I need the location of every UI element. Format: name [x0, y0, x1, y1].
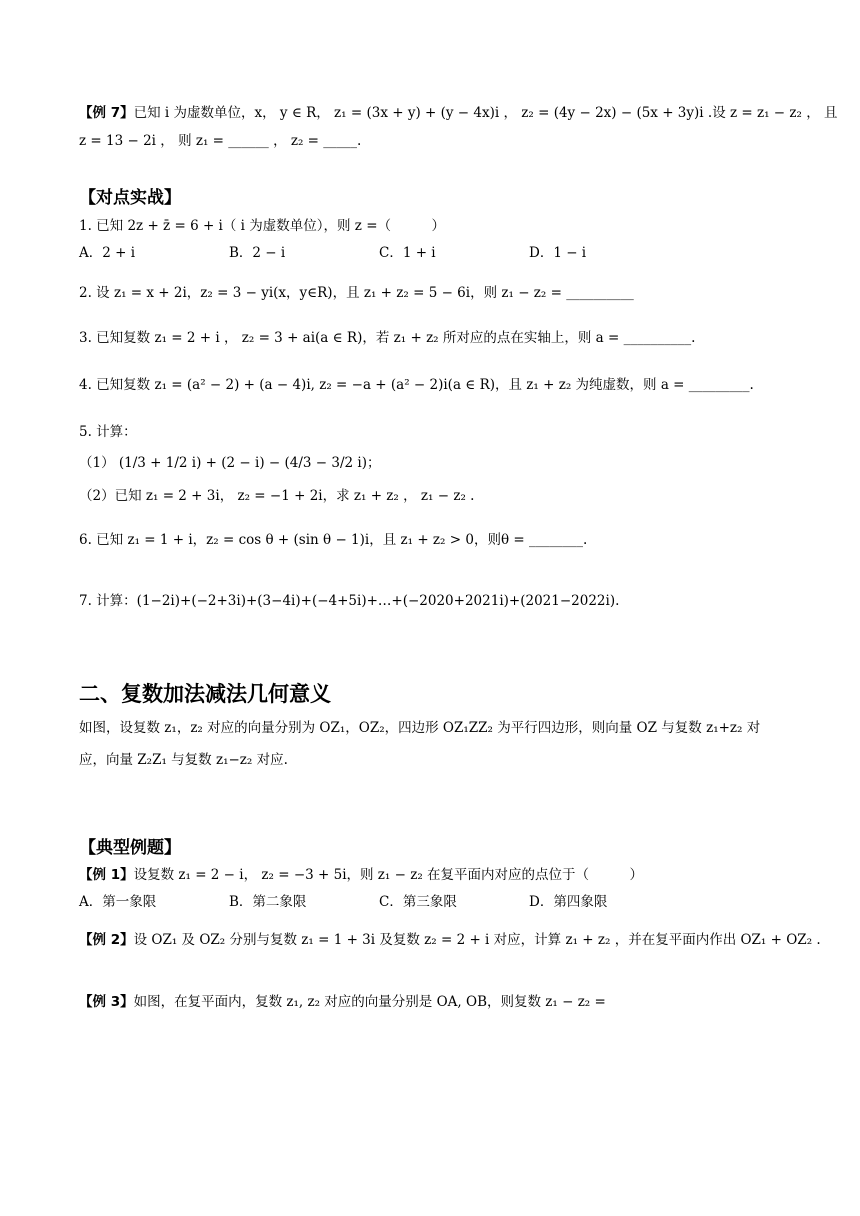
q1-option-c: C．1 + i — [379, 245, 436, 261]
example-1-line — [79, 867, 643, 883]
example-7-text: 已知 i 为虚数单位，x， y ∈ R， z₁ = (3x + y) + (y − 4x)i ， z₂ = (4y − 2x) − (5x + 3y)i .设 z = z₁ − z₂ ， 且 — [133, 105, 838, 121]
ex1-option-a: A．第一象限 — [79, 894, 157, 910]
ex1-option-d: D．第四象限 — [529, 894, 608, 910]
practice-heading: 【对点实战】 — [79, 188, 181, 208]
practice-q5-part2: （2）已知 z₁ = 2 + 3i， z₂ = −1 + 2i，求 z₁ + z₂ ， z₁ − z₂ . — [79, 488, 475, 504]
example-7-line-2: z = 13 − 2i ， 则 z₁ = ______ ， z₂ = _____. — [79, 133, 362, 149]
example-3-line — [79, 994, 606, 1010]
typical-heading: 【典型例题】 — [79, 838, 181, 858]
practice-q2: 2. 设 z₁ = x + 2i，z₂ = 3 − yi(x，y∈R)，且 z₁ + z₂ = 5 − 6i，则 z₁ − z₂ = __________ — [79, 285, 634, 301]
q1-option-d: D．1 − i — [529, 245, 587, 261]
example-1-tag: 【例 1】 — [79, 867, 134, 883]
practice-q5-part1: （1） (1/3 + 1/2 i) + (2 − i) − (4/3 − 3/2 i)； — [79, 455, 381, 471]
practice-q1: 1. 已知 2z + z̄ = 6 + i（ i 为虚数单位），则 z =（ ） — [79, 218, 446, 234]
example-2-tag: 【例 2】 — [79, 932, 134, 948]
example-7-tag: 【例 7】 — [79, 105, 134, 121]
ex1-option-c: C．第三象限 — [379, 894, 457, 910]
example-2-line — [79, 932, 821, 948]
example-3-tag: 【例 3】 — [79, 994, 134, 1010]
section-2-para-line-1: 如图，设复数 z₁，z₂ 对应的向量分别为 OZ₁，OZ₂，四边形 OZ₁ZZ₂ 为平行四边形，则向量 OZ 与复数 z₁+z₂ 对 — [79, 720, 761, 736]
practice-q6: 6. 已知 z₁ = 1 + i，z₂ = cos θ + (sin θ − 1)i，且 z₁ + z₂ > 0，则θ = ________. — [79, 532, 588, 548]
ex1-option-b: B．第二象限 — [229, 894, 307, 910]
example-3-text: 如图，在复平面内，复数 z₁, z₂ 对应的向量分别是 OA, OB，则复数 z₁ − z₂ = — [133, 994, 606, 1010]
example-1-text: 设复数 z₁ = 2 − i， z₂ = −3 + 5i，则 z₁ − z₂ 在复平面内对应的点位于（ ） — [133, 867, 644, 883]
q1-option-b: B．2 − i — [229, 245, 286, 261]
practice-q5: 5. 计算： — [79, 424, 137, 440]
q1-option-a: A．2 + i — [79, 245, 136, 261]
section-2-paragraph — [79, 712, 784, 776]
section-2-title: 二、复数加法减法几何意义 — [79, 682, 331, 706]
practice-q7: 7. 计算：(1−2i)+(−2+3i)+(3−4i)+(−4+5i)+…+(−2020+2021i)+(2021−2022i). — [79, 593, 620, 609]
example-7-line-1 — [79, 105, 838, 121]
example-2-text: 设 OZ₁ 及 OZ₂ 分别与复数 z₁ = 1 + 3i 及复数 z₂ = 2 + i 对应，计算 z₁ + z₂ ，并在复平面内作出 OZ₁ + OZ₂ . — [133, 932, 821, 948]
practice-q3: 3. 已知复数 z₁ = 2 + i ， z₂ = 3 + ai(a ∈ R)，若 z₁ + z₂ 所对应的点在实轴上，则 a = __________. — [79, 330, 696, 346]
section-2-para-line-2: 应，向量 Z₂Z₁ 与复数 z₁−z₂ 对应. — [79, 752, 288, 768]
practice-q4: 4. 已知复数 z₁ = (a² − 2) + (a − 4)i, z₂ = −a + (a² − 2)i(a ∈ R)，且 z₁ + z₂ 为纯虚数，则 a = _________. — [79, 377, 754, 393]
